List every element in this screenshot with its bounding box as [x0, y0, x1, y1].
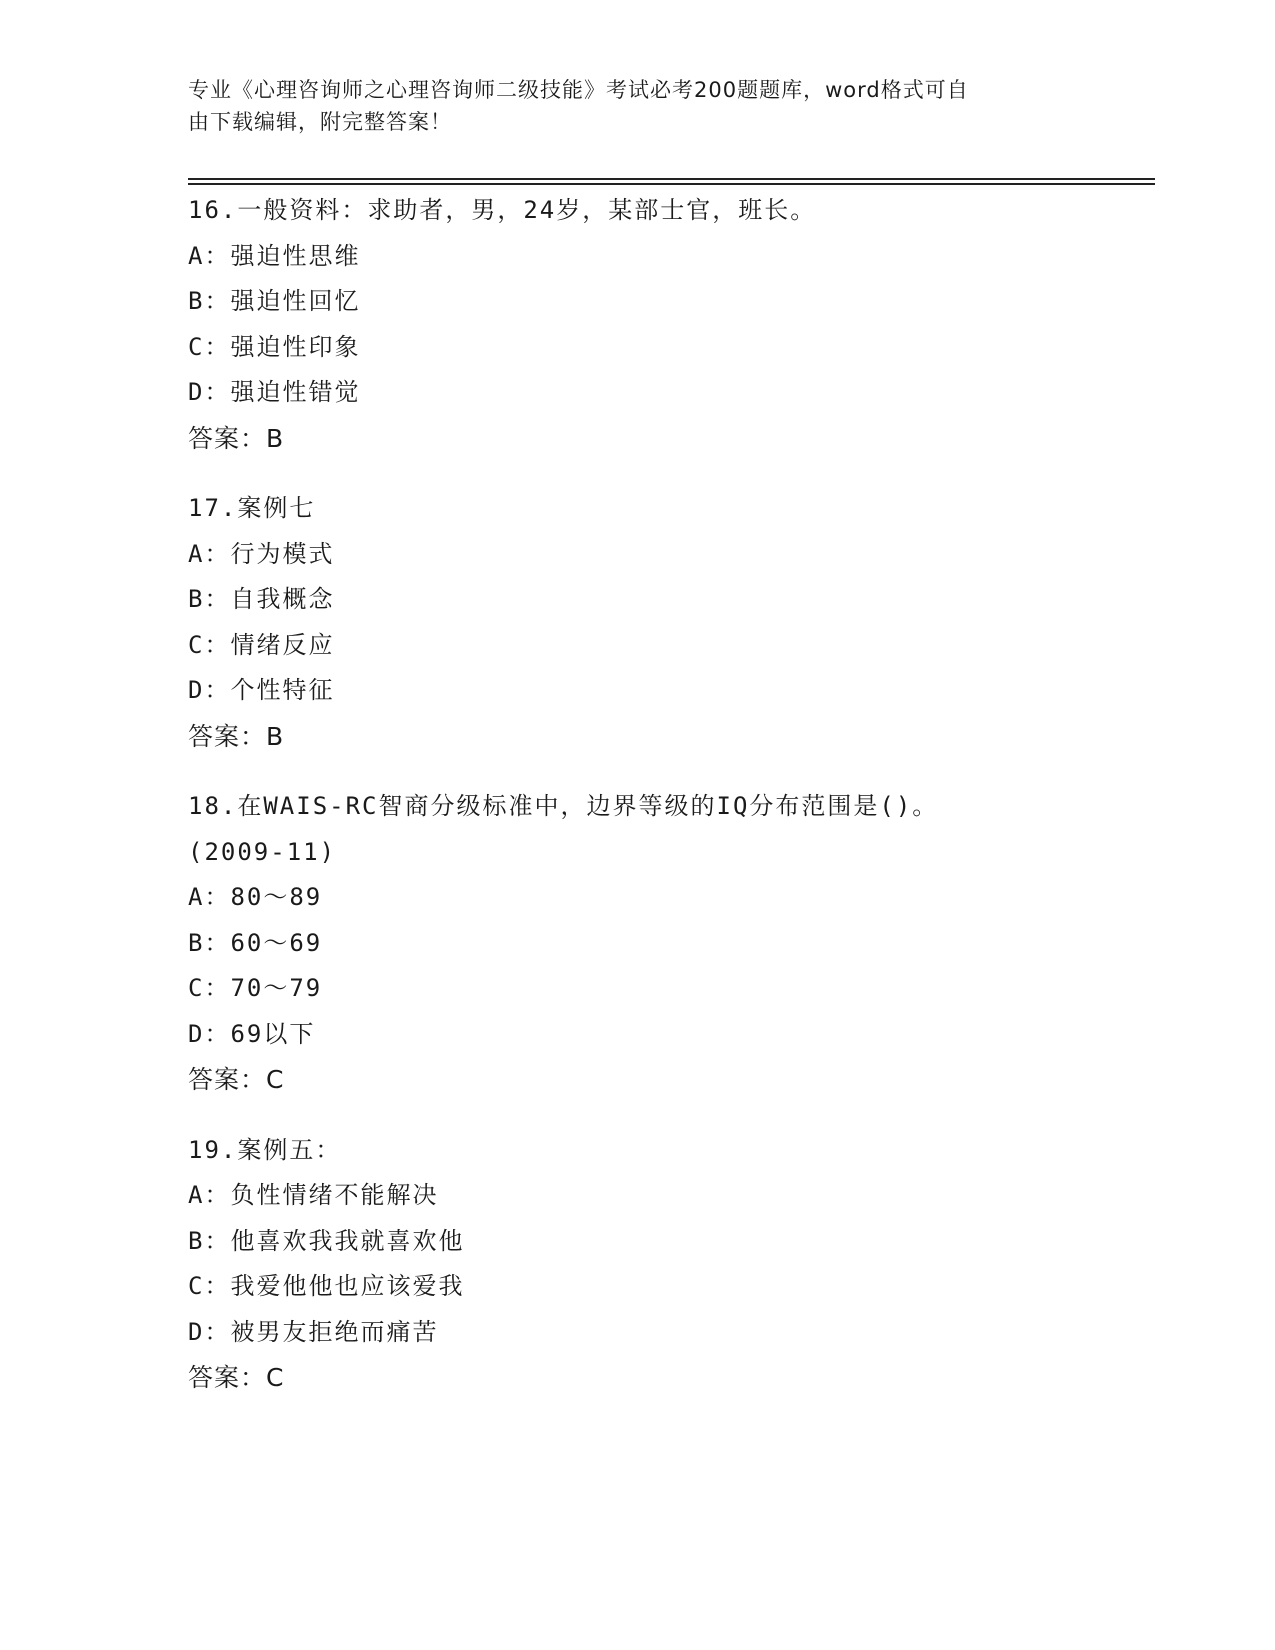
question-stem-continued: (2009-11): [188, 837, 337, 866]
answer-line: 答案：B: [188, 423, 285, 453]
answer-line: 答案：C: [188, 1065, 285, 1094]
option-a: A：强迫性思维: [188, 241, 361, 270]
answer-line: 答案：B: [188, 721, 285, 751]
header-divider-top: [188, 178, 1155, 180]
header-line-1: 专业《心理咨询师之心理咨询师二级技能》考试必考200题题库，word格式可自: [188, 78, 969, 102]
question-list: [188, 188, 1155, 1426]
option-c: C：强迫性印象: [188, 332, 361, 361]
option-d: D：被男友拒绝而痛苦: [188, 1317, 439, 1346]
document-header: [188, 74, 1068, 138]
header-divider-bottom: [188, 183, 1155, 185]
question-stem: 19.案例五：: [188, 1135, 342, 1164]
option-d: D：强迫性错觉: [188, 378, 361, 406]
option-b: B：他喜欢我我就喜欢他: [188, 1226, 465, 1255]
question-stem: 17.案例七: [188, 494, 316, 522]
question-18: [188, 784, 1155, 1103]
option-a: A：负性情绪不能解决: [188, 1181, 439, 1209]
option-b: B：自我概念: [188, 585, 335, 613]
option-a: A：80～89: [188, 883, 323, 911]
question-16: [188, 188, 1155, 461]
option-c: C：70～79: [188, 974, 323, 1002]
question-stem: 18.在WAIS-RC智商分级标准中，边界等级的IQ分布范围是()。: [188, 792, 939, 820]
answer-line: 答案：C: [188, 1363, 285, 1392]
question-stem: 16.一般资料：求助者，男，24岁，某部士官，班长。: [188, 196, 817, 224]
header-line-2: 由下载编辑，附完整答案！: [188, 110, 452, 134]
option-b: B：60～69: [188, 928, 323, 957]
option-c: C：情绪反应: [188, 630, 335, 659]
option-b: B：强迫性回忆: [188, 287, 361, 315]
option-c: C：我爱他他也应该爱我: [188, 1272, 465, 1300]
question-17: [188, 486, 1155, 759]
option-d: D：个性特征: [188, 676, 335, 704]
option-a: A：行为模式: [188, 539, 335, 568]
option-d: D：69以下: [188, 1019, 316, 1048]
question-19: [188, 1128, 1155, 1401]
